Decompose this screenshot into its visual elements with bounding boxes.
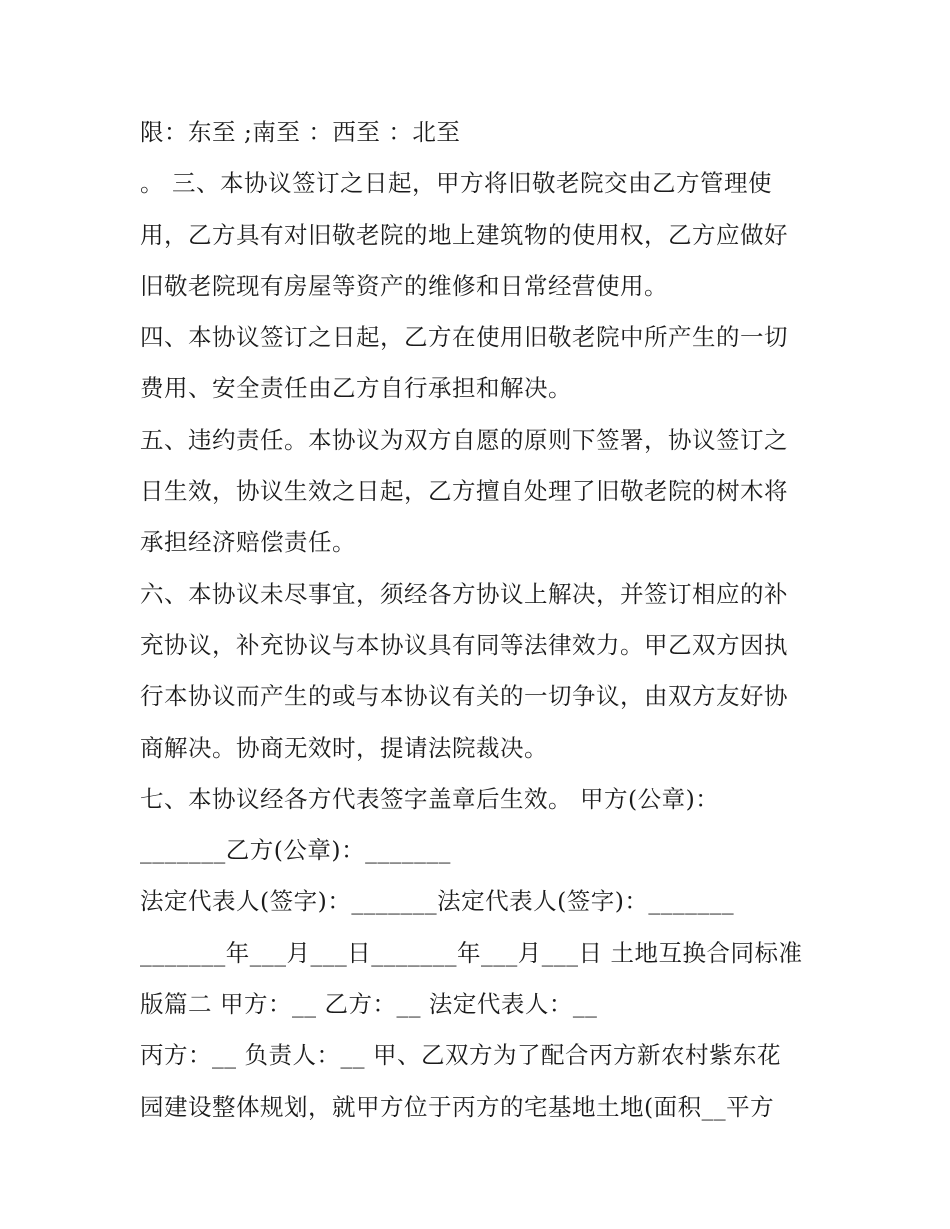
document-body — [140, 107, 820, 1133]
text-line-clause-6: 六、本协议未尽事宜，须经各方协议上解决，并签订相应的补 — [140, 579, 788, 608]
text-line-boundaries: 限：东至 ;南至 ：西至 ：北至 — [140, 118, 461, 146]
text-line-clause-6-end: 商解决。协商无效时，提请法院裁决。 — [140, 733, 548, 762]
text-line-part-2-intro-cont: 园建设整体规划，就甲方位于丙方的宅基地土地(面积__平方 — [140, 1092, 775, 1121]
text-line-clause-3: 。 三、本协议签订之日起，甲方将旧敬老院交由乙方管理使 — [140, 169, 772, 198]
text-line-date-line: _______年___月___日_______年___月___日 土地互换合同标准 — [140, 938, 803, 967]
text-line-clause-3-end: 旧敬老院现有房屋等资产的维修和日常经营使用。 — [140, 271, 668, 300]
text-line-part-2-intro: 丙方：__ 负责人：__ 甲、乙双方为了配合丙方新农村紫东花 — [140, 1041, 781, 1070]
text-line-clause-4-end: 费用、安全责任由乙方自行承担和解决。 — [140, 374, 572, 403]
text-line-clause-7: 七、本协议经各方代表签字盖章后生效。 甲方(公章)： — [140, 784, 720, 813]
text-line-clause-6-cont: 充协议，补充协议与本协议具有同等法律效力。甲乙双方因执 — [140, 630, 788, 659]
text-line-clause-5: 五、违约责任。本协议为双方自愿的原则下签署，协议签订之 — [140, 425, 788, 454]
text-line-clause-4: 四、本协议签订之日起，乙方在使用旧敬老院中所产生的一切 — [140, 323, 788, 352]
text-line-signature-line: 法定代表人(签字)：_______法定代表人(签字)：_______ — [140, 887, 735, 916]
text-line-seal-line: _______乙方(公章)：_______ — [140, 836, 451, 865]
text-line-clause-3-cont: 用，乙方具有对旧敬老院的地上建筑物的使用权，乙方应做好 — [140, 220, 788, 249]
text-line-part-2-parties: 版篇二 甲方：__ 乙方：__ 法定代表人：__ — [140, 990, 598, 1019]
text-line-clause-5-end: 承担经济赔偿责任。 — [140, 528, 356, 557]
text-line-clause-5-cont: 日生效，协议生效之日起，乙方擅自处理了旧敬老院的树木将 — [140, 477, 788, 506]
text-line-clause-6-cont-2: 行本协议而产生的或与本协议有关的一切争议，由双方友好协 — [140, 682, 788, 711]
